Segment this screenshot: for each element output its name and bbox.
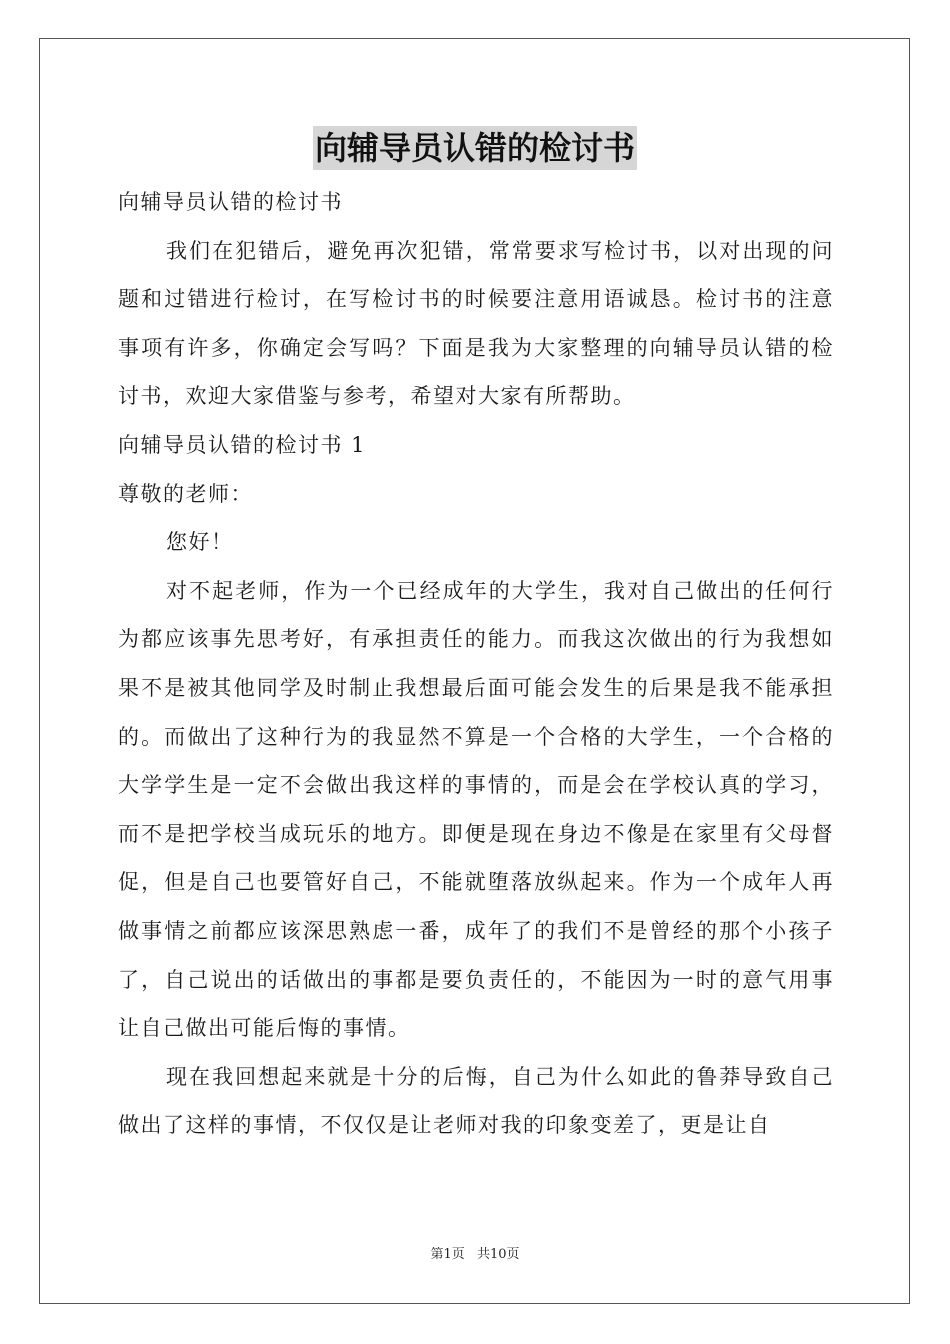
body-paragraph-2: 现在我回想起来就是十分的后悔，自己为什么如此的鲁莽导致自己做出了这样的事情，不仅仅是让老师对我的印象变差了，更是让自: [118, 1064, 834, 1138]
document-body: [118, 178, 834, 1150]
section-heading: 向辅导员认错的检讨书 1: [118, 432, 367, 457]
page-footer: [0, 1245, 950, 1265]
intro-paragraph: 我们在犯错后，避免再次犯错，常常要求写检讨书，以对出现的问题和过错进行检讨，在写检讨书的时候要注意用语诚恳。检讨书的注意事项有许多，你确定会写吗？下面是我为大家整理的向辅导员认错的检讨书，欢迎大家借鉴与参考，希望对大家有所帮助。: [118, 238, 834, 409]
greeting: 您好！: [166, 530, 234, 555]
document-subtitle: 向辅导员认错的检讨书: [118, 190, 343, 214]
body-paragraph-1: 对不起老师，作为一个已经成年的大学生，我对自己做出的任何行为都应该事先思考好，有承担责任的能力。而我这次做出的行为我想如果不是被其他同学及时制止我想最后面可能会发生的后果是我不能承担的。而做出了这种行为的我显然不算是一个合格的大学生，一个合格的大学学生是一定不会做出我这样的事情的，而是会在学校认真的学习，而不是把学校当成玩乐的地方。即便是现在身边不像是在家里有父母督促，但是自己也要管好自己，不能就堕落放纵起来。作为一个成年人再做事情之前都应该深思熟虑一番，成年了的我们不是曾经的那个小孩子了，自己说出的话做出的事都是要负责任的，不能因为一时的意气用事让自己做出可能后悔的事情。: [118, 578, 834, 1041]
document-title: 向辅导员认错的检讨书: [313, 126, 637, 170]
page-total: 共10页: [476, 1247, 520, 1262]
page-number: 第1页: [430, 1247, 465, 1262]
title-container: [0, 126, 950, 170]
salutation: 尊敬的老师：: [118, 481, 253, 506]
